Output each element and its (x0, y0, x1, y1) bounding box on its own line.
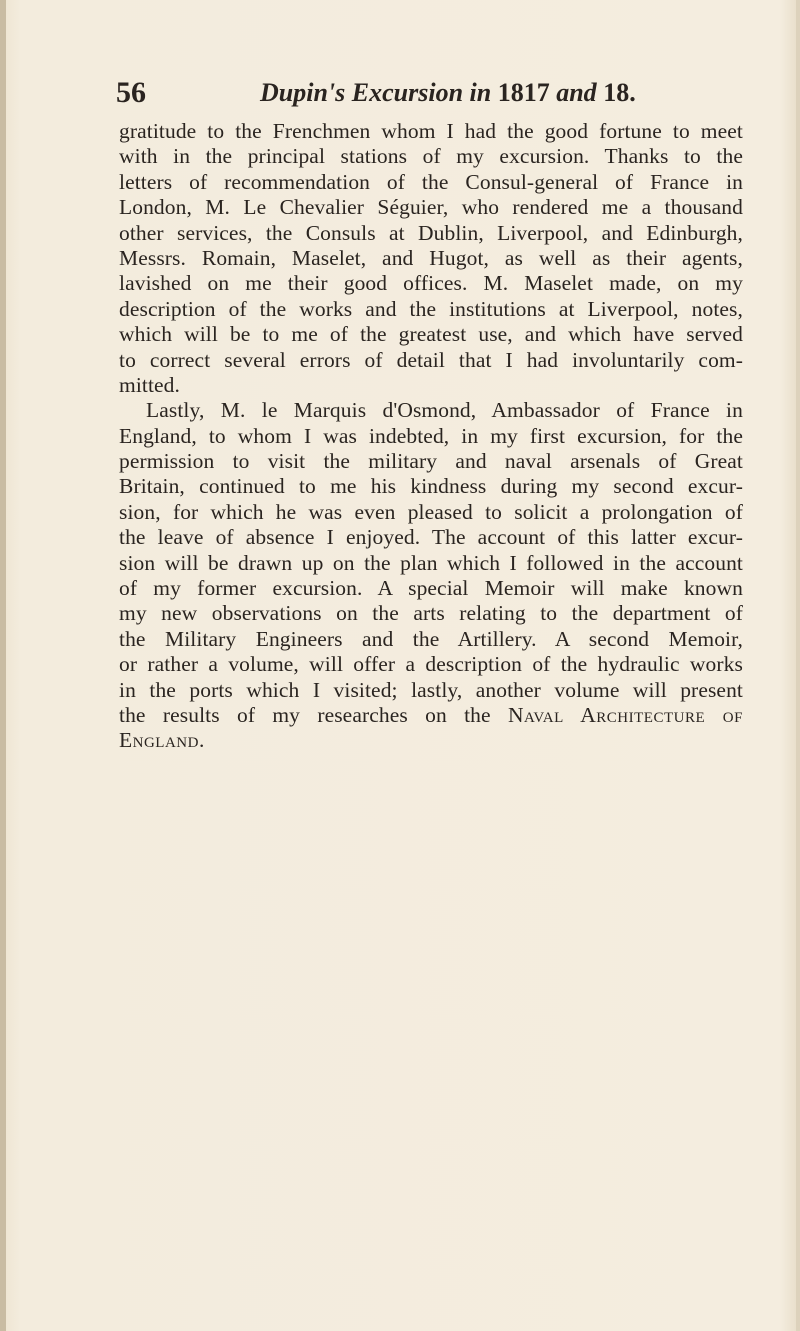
page-number: 56 (116, 76, 146, 109)
smallcaps-title-part1: Naval Architecture of (507, 702, 743, 727)
text-line: sion, for which he was even pleased to solicit a prolongation of (119, 499, 743, 524)
text-line: description of the works and the institutions at Liverpool, notes, (119, 296, 743, 321)
running-title-part1: Dupin's Excursion in (260, 78, 498, 107)
running-title-part2: and (549, 78, 604, 107)
text-line-paragraph-start: Lastly, M. le Marquis d'Osmond, Ambassador of France in (146, 398, 743, 423)
text-line: sion will be drawn up on the plan which I followed in the account (119, 550, 743, 575)
text-line: to correct several errors of detail that I had involuntarily com- (119, 347, 743, 372)
running-title (260, 78, 636, 108)
page-fore-edge (796, 0, 800, 1331)
smallcaps-title-part2: England. (119, 728, 205, 753)
text-line: England, to whom I was indebted, in my first excursion, for the (119, 423, 743, 448)
text-line: London, M. Le Chevalier Séguier, who rendered me a thousand (119, 195, 743, 220)
running-header (116, 76, 696, 116)
text-line: which will be to me of the greatest use, and which have served (119, 322, 743, 347)
page-binding-edge (0, 0, 6, 1331)
text-line: of my former excursion. A special Memoir will make known (119, 576, 743, 601)
text-line-paragraph-end: mitted. (119, 372, 181, 397)
text-line: permission to visit the military and naval arsenals of Great (119, 449, 743, 474)
text-line: the leave of absence I enjoyed. The account of this latter excur- (119, 525, 743, 550)
text-line: in the ports which I visited; lastly, another volume will present (119, 677, 743, 702)
text-line-lead: the results of my researches on the (119, 702, 508, 727)
text-line-final (119, 728, 743, 753)
text-line: Messrs. Romain, Maselet, and Hugot, as well as their agents, (119, 245, 743, 270)
text-line: or rather a volume, will offer a description of the hydraulic works (119, 652, 743, 677)
running-title-number: 18. (603, 78, 636, 107)
body-text (119, 119, 743, 754)
text-line: my new observations on the arts relating to the department of (119, 601, 743, 626)
text-line: other services, the Consuls at Dublin, Liverpool, and Edinburgh, (119, 220, 743, 245)
text-line: lavished on me their good offices. M. Maselet made, on my (119, 271, 743, 296)
text-line: Britain, continued to me his kindness during my second excur- (119, 474, 743, 499)
text-line: the Military Engineers and the Artillery. A second Memoir, (119, 626, 743, 651)
text-line: with in the principal stations of my excursion. Thanks to the (119, 144, 743, 169)
text-line: letters of recommendation of the Consul-general of France in (119, 169, 743, 194)
text-line-with-smallcaps (119, 703, 743, 728)
running-title-year: 1817 (497, 78, 550, 107)
text-line: gratitude to the Frenchmen whom I had the good fortune to meet (119, 119, 743, 143)
